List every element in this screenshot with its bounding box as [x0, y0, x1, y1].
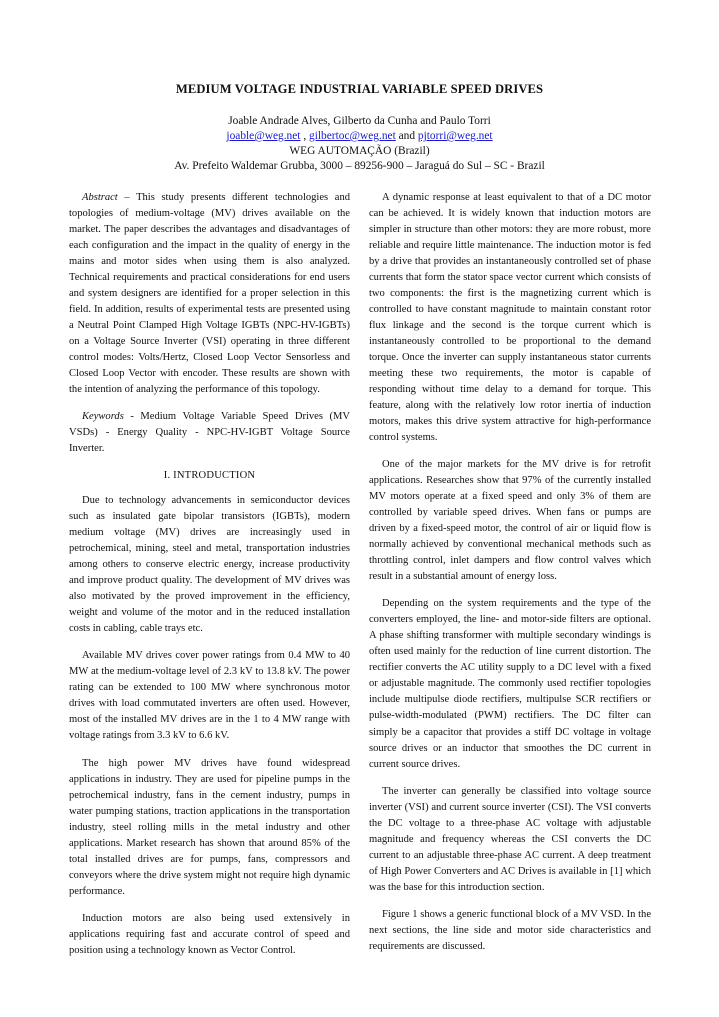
- email-separator: and: [395, 130, 418, 142]
- author-names: Joable Andrade Alves, Gilberto da Cunha and Paulo Torri: [228, 115, 491, 127]
- email-link-joable[interactable]: joable@weg.net: [226, 130, 301, 142]
- body-paragraph: Depending on the system requirements and the type of the converters employed, the line- and motor-side filters are optional. A phase shifting transformer with multiple secondary windings is often used mainly for the reduction of line current distortion. The rectifier converts the AC utility supply to a DC level with a fixed or adjustable magnitude. The commonly used rectifier topologies include multipulse diode rectifiers, multipulse SCR rectifiers or pulse-width-modulated (PWM) rectifiers. The DC filter can simply be a capacitor that provides a stiff DC voltage in voltage source drives or an inductor that smoothes the DC current in current source drives.: [369, 598, 651, 770]
- author-block: [0, 114, 719, 174]
- body-paragraph: The high power MV drives have found widespread applications in industry. They are used for pipeline pumps in the petrochemical industry, fans in the cement industry, pumps in water pumping stations, traction applications in the transportation industry, steel rolling mills in the metal industry and other applications. Market research has shown that around 85% of the total installed drives are for pumps, fans, compressors and conveyors where the drive system might not require high dynamic performance.: [69, 757, 350, 897]
- body-paragraph: One of the major markets for the MV drive is for retrofit applications. Researches show that 97% of the currently installed MV motors operate at a fixed speed and only 3% of them are controlled by variable speed drives. When fans or pumps are driven by a fixed-speed motor, the control of air or liquid flow is normally achieved by conventional mechanical methods such as throttling control, inlet dampers and flow control valves which result in a substantial amount of energy loss.: [369, 459, 651, 583]
- keywords-label: Keywords: [82, 411, 124, 423]
- email-link-torri[interactable]: pjtorri@weg.net: [417, 130, 493, 142]
- body-paragraph: Figure 1 shows a generic functional block of a MV VSD. In the next sections, the line side and motor side characteristics and requirements are discussed.: [369, 908, 651, 952]
- right-column: [369, 190, 651, 966]
- email-separator: ,: [300, 130, 310, 142]
- affiliation: WEG AUTOMAÇÃO (Brazil): [289, 145, 430, 157]
- author-emails: [0, 129, 719, 144]
- abstract-label: Abstract: [82, 192, 118, 203]
- keywords-paragraph: [69, 409, 350, 457]
- body-paragraph: The inverter can generally be classified into voltage source inverter (VSI) and current source inverter (CSI). The VSI converts the DC voltage to a three-phase AC voltage with adjustable magnitude and frequency whereas the CSI converts the DC current to an adjustable three-phase AC current. A deep treatment of High Power Converters and AC Drives is available in [1] which was the base for this introduction section.: [369, 785, 651, 893]
- section-heading-introduction: I. INTRODUCTION: [163, 470, 256, 482]
- body-paragraph: Induction motors are also being used extensively in applications requiring fast and accurate control of speed and position using a technology known as Vector Control.: [69, 912, 350, 956]
- abstract-text: – This study presents different technologies and topologies of medium-voltage (MV) drives available on the market. The paper describes the advantages and disadvantages of each configuration and the impact in the quality of energy in the mains and motor sides when using them is also analyzed. Technical requirements and practical considerations for end users and system designers are identified for a proper selection in this field. In addition, results of experimental tests are presented using a Neutral Point Clamped High Voltage IGBTs (NPC-HV-IGBTs) on a Voltage Source Inverter (VSI) operating in three different control modes: Volts/Hertz, Closed Loop Vector Sensorless and Closed Loop Vector with encoder. These results are shown with the intention of analyzing the performance of this topology.: [69, 192, 350, 396]
- left-column: [69, 190, 350, 970]
- keywords-text: - Medium Voltage Variable Speed Drives (MV VSDs) - Energy Quality - NPC-HV-IGBT Voltage Source Inverter.: [69, 411, 350, 455]
- body-paragraph: Available MV drives cover power ratings from 0.4 MW to 40 MW at the medium-voltage level of 2.3 kV to 13.8 kV. The power rating can be extended to 100 MW where synchronous motor drives with load commutated inverters are often used. However, most of the installed MV drives are in the 1 to 4 MW range with voltage ratings from 3.3 kV to 6.6 kV.: [69, 650, 350, 742]
- address: Av. Prefeito Waldemar Grubba, 3000 – 89256-900 – Jaraguá do Sul – SC - Brazil: [174, 160, 545, 172]
- paper-title: MEDIUM VOLTAGE INDUSTRIAL VARIABLE SPEED DRIVES: [175, 82, 544, 96]
- email-link-gilberto[interactable]: gilbertoc@weg.net: [309, 130, 396, 142]
- body-paragraph: Due to technology advancements in semiconductor devices such as insulated gate bipolar transistors (IGBTs), modern medium voltage (MV) drives are increasingly used in petrochemical, mining, steel and metal, transportation industries among others to conserve electric energy, increase productivity and improve product quality. The development of MV drives was also motivated by the proved improvement in the efficiency, weight and volume of the motor and in the reduced installation costs in cabling, cable trays etc.: [69, 495, 350, 635]
- body-paragraph: A dynamic response at least equivalent to that of a DC motor can be achieved. It is widely known that induction motors are simpler in structure than other motors: they are more robust, more reliable and require little maintenance. The induction motor is fed by a drive that provides an instantaneously controlled set of phase currents that form the stator space vector current which consists of two components: the first is the magnetizing current which is controlled to have constant magnitude to maintain constant rotor flux linkage and the second is the torque current which is instantaneously controlled to be proportional to the demand torque. Once the inverter can supply instantaneous stator currents meeting these two requirements, the motor is capable of responding without time delay to a demand for torque. This feature, along with the relatively low rotor inertia of induction motors, makes this drive system attractive for high-performance control systems.: [369, 192, 651, 444]
- abstract-paragraph: [69, 190, 350, 398]
